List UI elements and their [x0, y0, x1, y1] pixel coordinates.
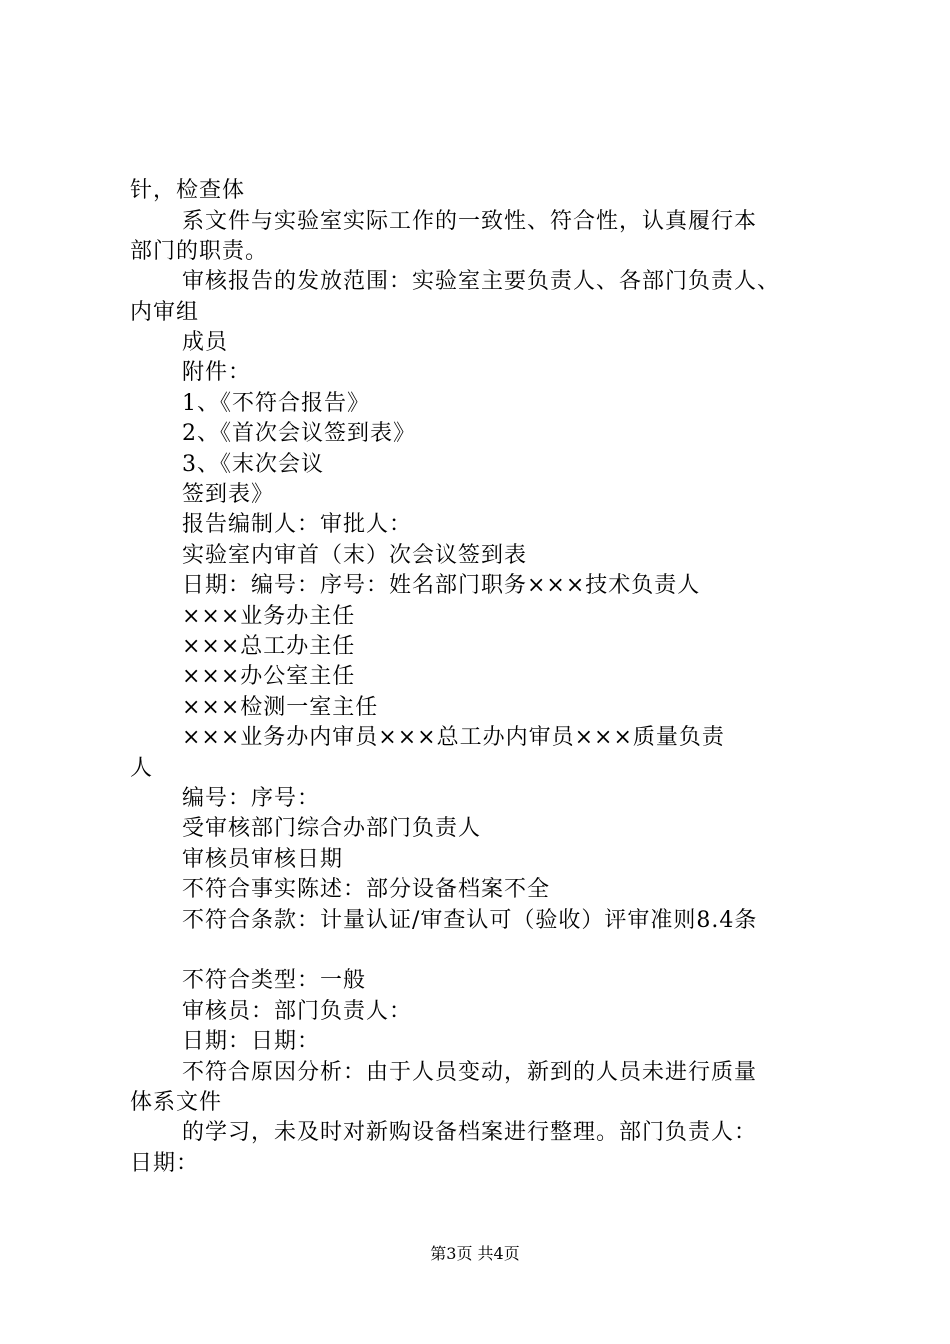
text-line: 不符合事实陈述：部分设备档案不全	[182, 877, 551, 902]
text-line: 体系文件	[130, 1090, 223, 1115]
text-line: 的学习，未及时对新购设备档案进行整理。部门负责人：	[182, 1120, 758, 1145]
text-line: 部门的职责。	[130, 239, 269, 264]
text-line: 实验室内审首（末）次会议签到表	[182, 543, 528, 568]
text-line: 签到表》	[182, 482, 275, 507]
text-line: 内审组	[130, 300, 200, 325]
text-line: 报告编制人：审批人：	[182, 512, 413, 537]
text-line: 3、《末次会议	[182, 452, 324, 477]
text-line: 附件：	[182, 360, 252, 385]
text-line: 日期：	[130, 1151, 200, 1176]
text-line: 审核员审核日期	[182, 847, 344, 872]
text-line: ×××总工办主任	[182, 634, 356, 659]
text-line: 受审核部门综合办部门负责人	[182, 816, 482, 841]
text-line: 不符合条款：计量认证/审查认可（验收）评审准则8.4条	[182, 908, 758, 933]
text-line: 不符合原因分析：由于人员变动，新到的人员未进行质量	[182, 1060, 758, 1085]
text-line: 日期：编号：序号：姓名部门职务×××技术负责人	[182, 573, 701, 598]
text-line: 不符合类型：一般	[182, 968, 367, 993]
text-line: 系文件与实验室实际工作的一致性、符合性，认真履行本	[182, 209, 758, 234]
text-line: 人	[130, 756, 154, 781]
text-line: ×××业务办主任	[182, 604, 356, 629]
text-line: 针，检查体	[130, 178, 246, 203]
page-number-footer: 第3页 共4页	[430, 1244, 520, 1263]
text-line: 2、《首次会议签到表》	[182, 421, 416, 446]
text-line: 审核报告的发放范围：实验室主要负责人、各部门负责人、	[182, 269, 781, 294]
text-line: ×××检测一室主任	[182, 695, 379, 720]
text-line: 1、《不符合报告》	[182, 391, 370, 416]
text-line: 成员	[182, 330, 229, 355]
text-line: 编号：序号：	[182, 786, 321, 811]
text-line: 日期：日期：	[182, 1029, 321, 1054]
text-line: 审核员：部门负责人：	[182, 999, 413, 1024]
text-line: ×××办公室主任	[182, 664, 356, 689]
text-line: ×××业务办内审员×××总工办内审员×××质量负责	[182, 725, 725, 750]
